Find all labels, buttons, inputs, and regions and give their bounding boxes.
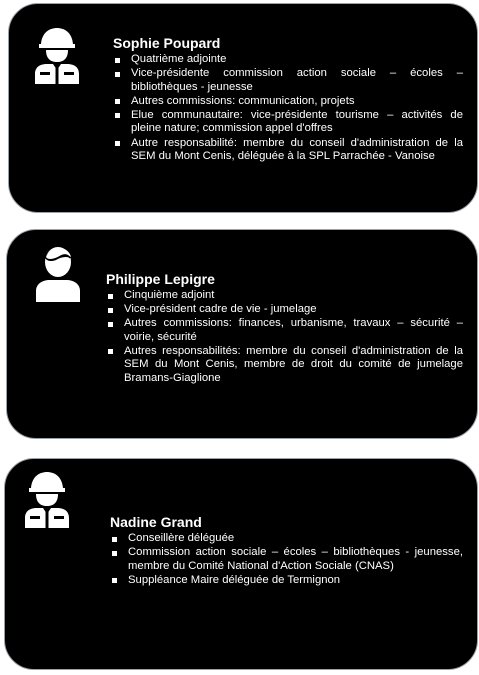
- roles-list: [106, 289, 463, 386]
- list-item: Suppléance Maire déléguée de Termignon: [110, 574, 463, 588]
- roles-list: [110, 532, 463, 587]
- list-item: Autres commissions: finances, urbanisme, travaux – sécurité – voirie, sécurité: [106, 317, 463, 344]
- list-item: Elue communautaire: vice-présidente tourisme – activités de pleine nature; commission appel d'offres: [113, 109, 463, 136]
- helmet-person-icon: [33, 26, 81, 84]
- person-card-sophie-poupard: [8, 3, 478, 213]
- list-item: Cinquième adjoint: [106, 289, 463, 303]
- list-item: Quatrième adjointe: [113, 53, 463, 67]
- list-item: Commission action sociale – écoles – bibliothèques - jeunesse, membre du Comité National d'Action Sociale (CNAS): [110, 546, 463, 573]
- person-card-nadine-grand: [4, 458, 478, 670]
- list-item: Autres commissions: communication, projets: [113, 95, 463, 109]
- list-item: Vice-président cadre de vie - jumelage: [106, 303, 463, 317]
- person-name: Philippe Lepigre: [106, 271, 215, 287]
- roles-list: [113, 53, 463, 164]
- helmet-person-icon: [23, 470, 71, 528]
- person-name: Nadine Grand: [110, 514, 202, 530]
- person-icon: [34, 244, 82, 302]
- list-item: Autre responsabilité: membre du conseil d'administration de la SEM du Mont Cenis, déléguée à la SPL Parrachée - Vanoise: [113, 137, 463, 164]
- list-item: Conseillère déléguée: [110, 532, 463, 546]
- person-card-philippe-lepigre: [6, 229, 478, 439]
- list-item: Autres responsabilités: membre du conseil d'administration de la SEM du Mont Cenis, membre de droit du comité de jumelage Bramans-Giaglione: [106, 345, 463, 386]
- person-name: Sophie Poupard: [113, 35, 221, 51]
- list-item: Vice-présidente commission action sociale – écoles – bibliothèques - jeunesse: [113, 67, 463, 94]
